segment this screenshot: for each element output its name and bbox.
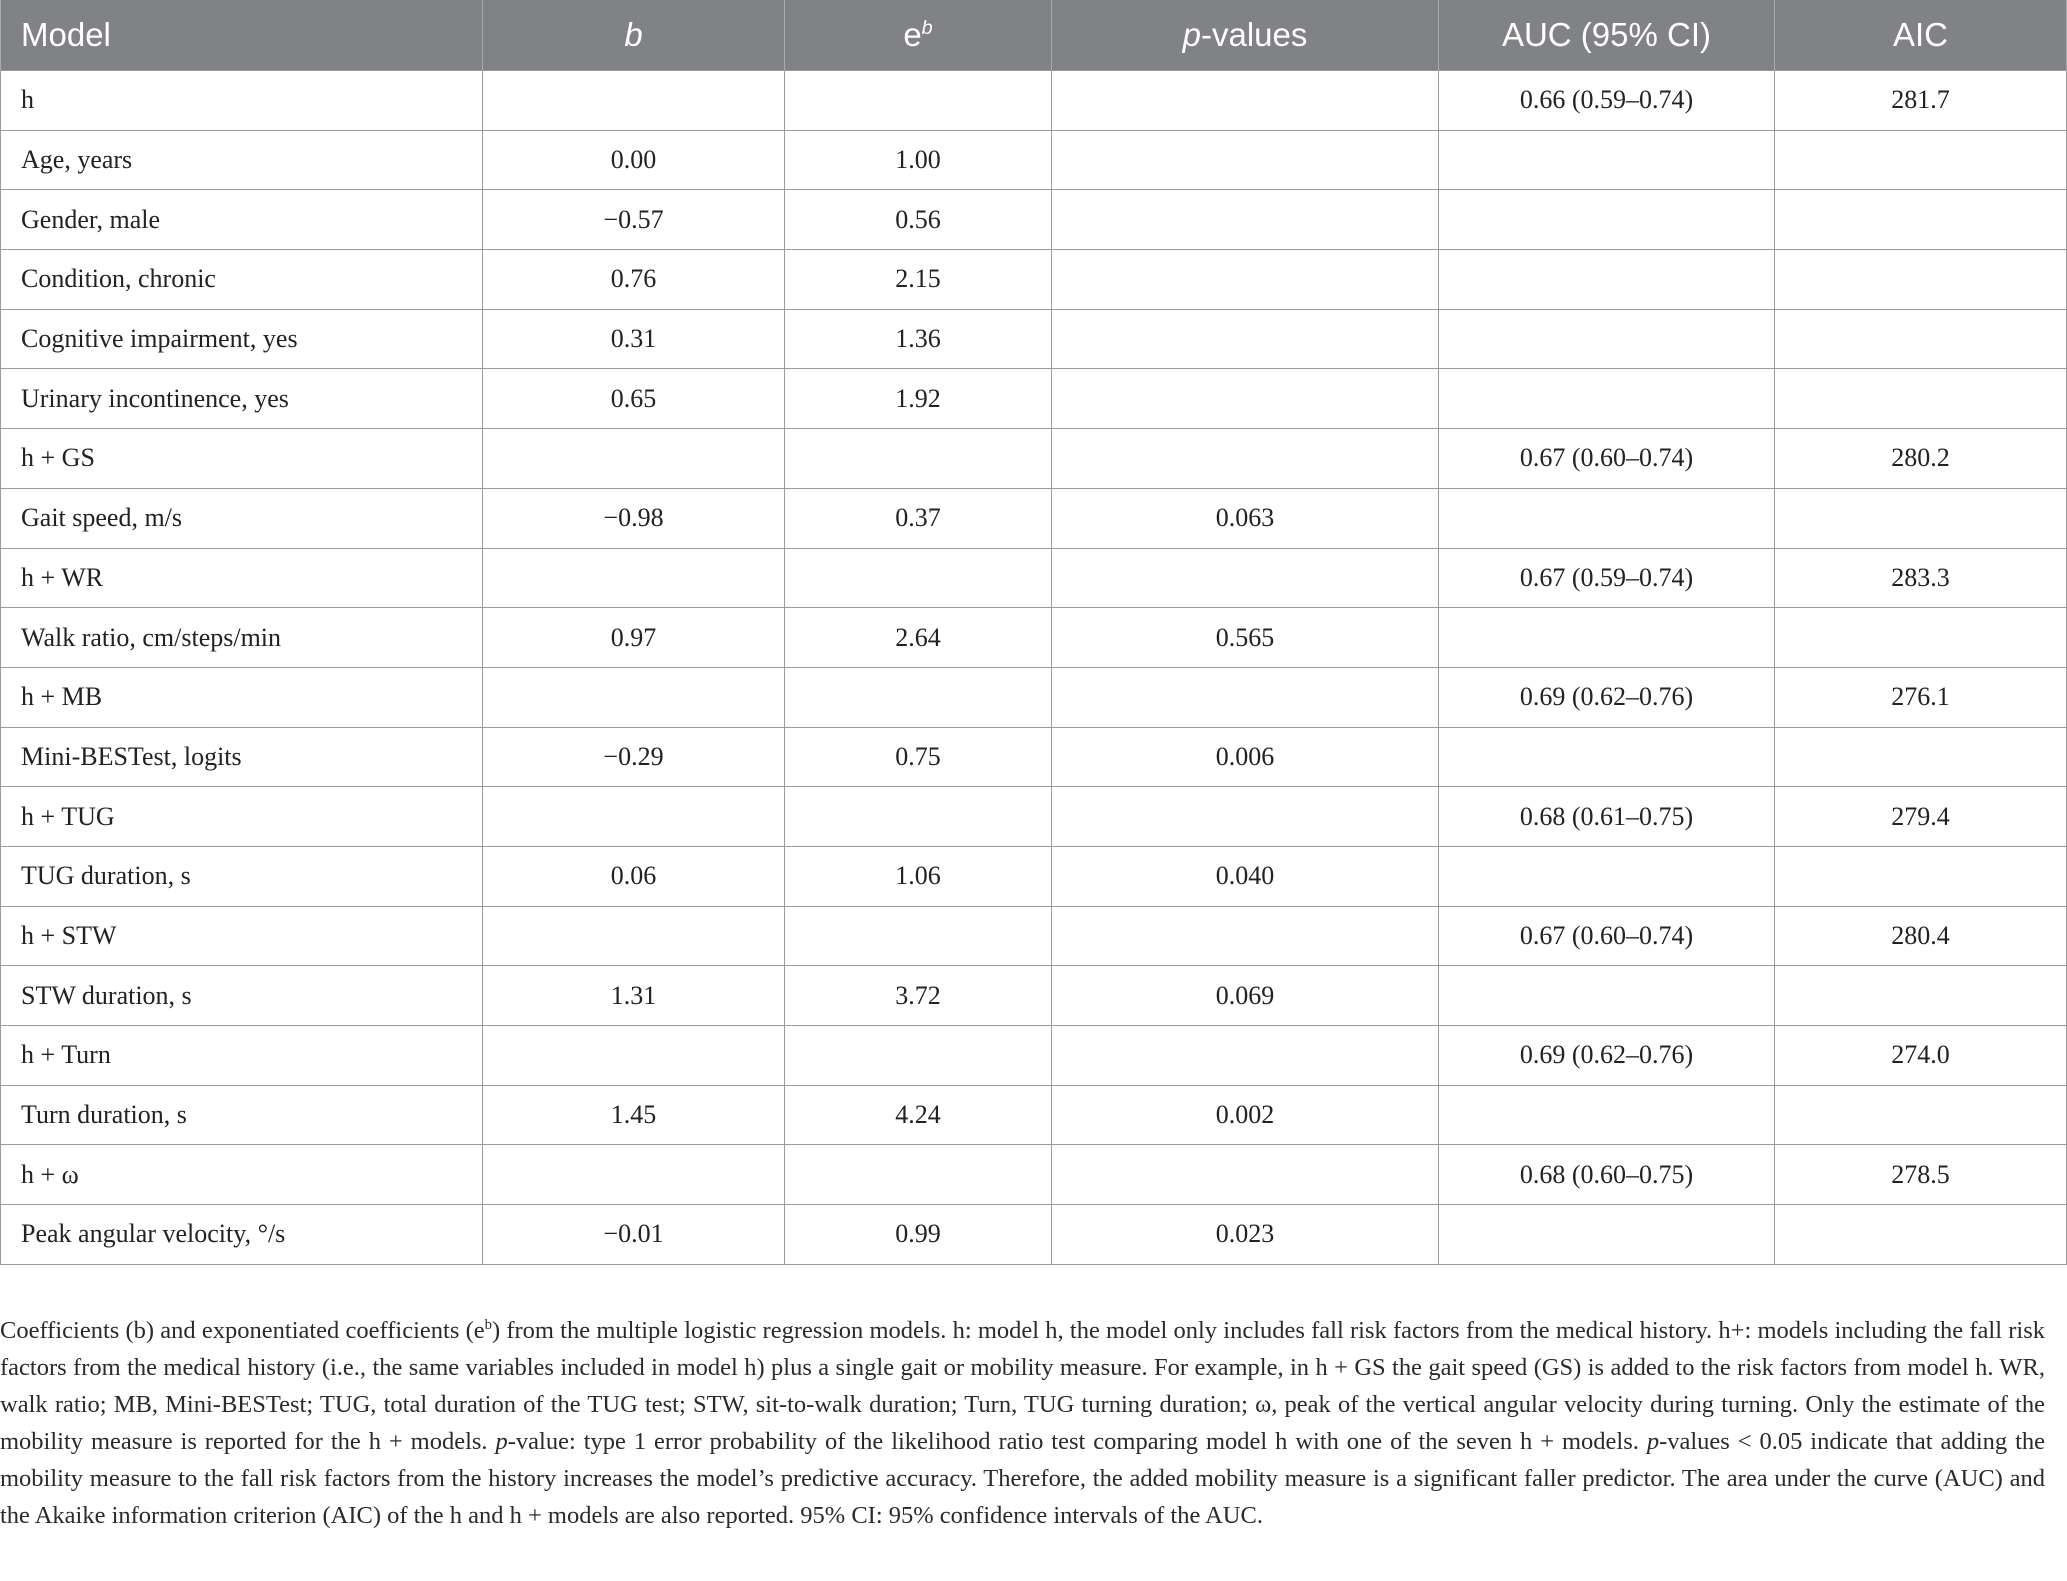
cell-aic: [1775, 966, 2067, 1026]
table-row: [1, 608, 2067, 668]
cell-model: h + GS: [1, 429, 483, 489]
cell-model: Turn duration, s: [1, 1085, 483, 1145]
cell-aic: 281.7: [1775, 71, 2067, 131]
cell-b: 1.31: [483, 966, 785, 1026]
table-row: [1, 1205, 2067, 1265]
table-row: [1, 429, 2067, 489]
cell-b: −0.98: [483, 488, 785, 548]
caption-s3: -value: type 1 error probability of the likelihood ratio test comparing model h with one of the seven h + models.: [507, 1428, 1647, 1455]
cell-auc: 0.67 (0.59–0.74): [1439, 548, 1775, 608]
table-row: [1, 787, 2067, 847]
cell-aic: [1775, 130, 2067, 190]
cell-auc: 0.69 (0.62–0.76): [1439, 1026, 1775, 1086]
caption-p1: p: [495, 1428, 508, 1455]
cell-eb: 4.24: [785, 1085, 1052, 1145]
table-row: [1, 130, 2067, 190]
cell-auc: [1439, 250, 1775, 310]
cell-b: 0.76: [483, 250, 785, 310]
cell-aic: 280.4: [1775, 906, 2067, 966]
cell-auc: [1439, 488, 1775, 548]
cell-aic: [1775, 190, 2067, 250]
table-body: [1, 71, 2067, 1265]
cell-b: 0.65: [483, 369, 785, 429]
cell-auc: [1439, 1205, 1775, 1265]
cell-p-value: [1052, 906, 1439, 966]
cell-p-value: [1052, 1026, 1439, 1086]
cell-eb: 1.36: [785, 309, 1052, 369]
cell-aic: [1775, 309, 2067, 369]
cell-p-value: 0.023: [1052, 1205, 1439, 1265]
cell-p-value: [1052, 71, 1439, 131]
cell-auc: [1439, 966, 1775, 1026]
cell-b: [483, 667, 785, 727]
cell-eb: [785, 71, 1052, 131]
cell-p-value: 0.063: [1052, 488, 1439, 548]
header-model: Model: [1, 0, 483, 71]
cell-b: [483, 906, 785, 966]
header-eb-base: e: [903, 16, 922, 53]
cell-aic: [1775, 846, 2067, 906]
table-header: [1, 0, 2067, 71]
caption-p2: p: [1646, 1428, 1660, 1455]
caption-s1-sup: b: [484, 1316, 492, 1333]
cell-model: STW duration, s: [1, 966, 483, 1026]
cell-aic: 278.5: [1775, 1145, 2067, 1205]
cell-auc: [1439, 369, 1775, 429]
cell-p-value: [1052, 667, 1439, 727]
cell-b: [483, 71, 785, 131]
table-row: [1, 71, 2067, 131]
header-p-rest: -values: [1200, 16, 1308, 53]
cell-aic: [1775, 1205, 2067, 1265]
cell-p-value: [1052, 130, 1439, 190]
cell-aic: [1775, 250, 2067, 310]
header-eb-sup: b: [921, 17, 933, 39]
table-row: [1, 727, 2067, 787]
cell-eb: [785, 1145, 1052, 1205]
cell-p-value: 0.069: [1052, 966, 1439, 1026]
cell-p-value: 0.002: [1052, 1085, 1439, 1145]
cell-auc: 0.67 (0.60–0.74): [1439, 906, 1775, 966]
cell-eb: 0.37: [785, 488, 1052, 548]
cell-auc: [1439, 190, 1775, 250]
cell-eb: [785, 429, 1052, 489]
cell-eb: [785, 667, 1052, 727]
cell-aic: [1775, 608, 2067, 668]
cell-model: Gender, male: [1, 190, 483, 250]
table-row: [1, 1026, 2067, 1086]
header-b: [483, 0, 785, 71]
cell-model: h + TUG: [1, 787, 483, 847]
table-row: [1, 906, 2067, 966]
cell-eb: [785, 548, 1052, 608]
cell-p-value: 0.040: [1052, 846, 1439, 906]
cell-auc: 0.66 (0.59–0.74): [1439, 71, 1775, 131]
cell-model: Cognitive impairment, yes: [1, 309, 483, 369]
cell-auc: [1439, 309, 1775, 369]
cell-b: −0.57: [483, 190, 785, 250]
table-row: [1, 309, 2067, 369]
header-row: [1, 0, 2067, 71]
table-row: [1, 966, 2067, 1026]
cell-b: [483, 787, 785, 847]
cell-auc: 0.69 (0.62–0.76): [1439, 667, 1775, 727]
cell-model: h + Turn: [1, 1026, 483, 1086]
cell-p-value: [1052, 1145, 1439, 1205]
cell-aic: [1775, 369, 2067, 429]
cell-model: h + STW: [1, 906, 483, 966]
cell-model: Walk ratio, cm/steps/min: [1, 608, 483, 668]
cell-p-value: [1052, 369, 1439, 429]
cell-model: TUG duration, s: [1, 846, 483, 906]
cell-aic: 280.2: [1775, 429, 2067, 489]
cell-aic: 279.4: [1775, 787, 2067, 847]
table-row: [1, 667, 2067, 727]
caption-s1: Coefficients (b) and exponentiated coefficients (e: [0, 1317, 485, 1344]
table-row: [1, 1085, 2067, 1145]
cell-eb: [785, 1026, 1052, 1086]
cell-p-value: [1052, 429, 1439, 489]
cell-auc: [1439, 608, 1775, 668]
cell-model: Gait speed, m/s: [1, 488, 483, 548]
cell-eb: 0.56: [785, 190, 1052, 250]
header-p-values: [1052, 0, 1439, 71]
cell-b: 1.45: [483, 1085, 785, 1145]
cell-p-value: 0.565: [1052, 608, 1439, 668]
cell-p-value: [1052, 190, 1439, 250]
caption-text: [0, 1312, 2045, 1534]
table-caption: [0, 1312, 2045, 1534]
cell-auc: 0.67 (0.60–0.74): [1439, 429, 1775, 489]
cell-aic: [1775, 1085, 2067, 1145]
cell-p-value: [1052, 250, 1439, 310]
cell-b: 0.06: [483, 846, 785, 906]
table-row: [1, 548, 2067, 608]
cell-auc: [1439, 130, 1775, 190]
cell-eb: 1.06: [785, 846, 1052, 906]
cell-aic: 283.3: [1775, 548, 2067, 608]
cell-b: [483, 548, 785, 608]
cell-b: −0.29: [483, 727, 785, 787]
header-auc: AUC (95% CI): [1439, 0, 1775, 71]
header-aic: AIC: [1775, 0, 2067, 71]
cell-aic: 276.1: [1775, 667, 2067, 727]
cell-p-value: [1052, 548, 1439, 608]
cell-model: h + WR: [1, 548, 483, 608]
header-p-italic: p: [1182, 16, 1201, 53]
cell-eb: 3.72: [785, 966, 1052, 1026]
cell-model: Age, years: [1, 130, 483, 190]
cell-b: [483, 1026, 785, 1086]
cell-aic: 274.0: [1775, 1026, 2067, 1086]
header-eb: [785, 0, 1052, 71]
header-b-text: b: [624, 16, 643, 53]
cell-eb: 1.92: [785, 369, 1052, 429]
cell-b: 0.00: [483, 130, 785, 190]
cell-eb: 1.00: [785, 130, 1052, 190]
table-row: [1, 190, 2067, 250]
cell-auc: 0.68 (0.61–0.75): [1439, 787, 1775, 847]
table-row: [1, 846, 2067, 906]
caption-s2: ) from the multiple logistic regression models. h: model h, the model only includes fall risk factors from the medical history. h+: models including the fall risk factors from the medical history (i.e., the same variables included in model h) plus a single gait or mobility measure. For example, in h + GS the gait speed (GS) is added to the risk factors from model h. WR, walk ratio; MB, Mini-BESTest; TUG, total duration of the TUG test; STW, sit-to-walk duration; Turn, TUG turning duration; ω, peak of the vertical angular velocity during turning. Only the estimate of the mobility measure is reported for the h + models.: [0, 1317, 2046, 1455]
cell-model: Mini-BESTest, logits: [1, 727, 483, 787]
cell-model: h + MB: [1, 667, 483, 727]
cell-eb: 0.99: [785, 1205, 1052, 1265]
cell-eb: [785, 787, 1052, 847]
cell-b: 0.97: [483, 608, 785, 668]
cell-b: [483, 1145, 785, 1205]
cell-auc: 0.68 (0.60–0.75): [1439, 1145, 1775, 1205]
cell-auc: [1439, 727, 1775, 787]
cell-model: Peak angular velocity, °/s: [1, 1205, 483, 1265]
cell-eb: 2.15: [785, 250, 1052, 310]
cell-p-value: [1052, 309, 1439, 369]
table-row: [1, 369, 2067, 429]
table-row: [1, 488, 2067, 548]
cell-model: Condition, chronic: [1, 250, 483, 310]
cell-p-value: 0.006: [1052, 727, 1439, 787]
cell-model: h: [1, 71, 483, 131]
cell-model: h + ω: [1, 1145, 483, 1205]
cell-aic: [1775, 727, 2067, 787]
cell-eb: 2.64: [785, 608, 1052, 668]
table-row: [1, 1145, 2067, 1205]
cell-aic: [1775, 488, 2067, 548]
cell-b: [483, 429, 785, 489]
cell-p-value: [1052, 787, 1439, 847]
cell-b: 0.31: [483, 309, 785, 369]
cell-b: −0.01: [483, 1205, 785, 1265]
caption-s4: -values < 0.05 indicate that adding the mobility measure to the fall risk factors from the history increases the model’s predictive accuracy. Therefore, the added mobility measure is a significant faller predictor. The area under the curve (AUC) and the Akaike information criterion (AIC) of the h and h + models are also reported. 95% CI: 95% confidence intervals of the AUC.: [0, 1428, 2045, 1529]
cell-auc: [1439, 846, 1775, 906]
table-row: [1, 250, 2067, 310]
cell-eb: [785, 906, 1052, 966]
cell-model: Urinary incontinence, yes: [1, 369, 483, 429]
cell-eb: 0.75: [785, 727, 1052, 787]
cell-auc: [1439, 1085, 1775, 1145]
